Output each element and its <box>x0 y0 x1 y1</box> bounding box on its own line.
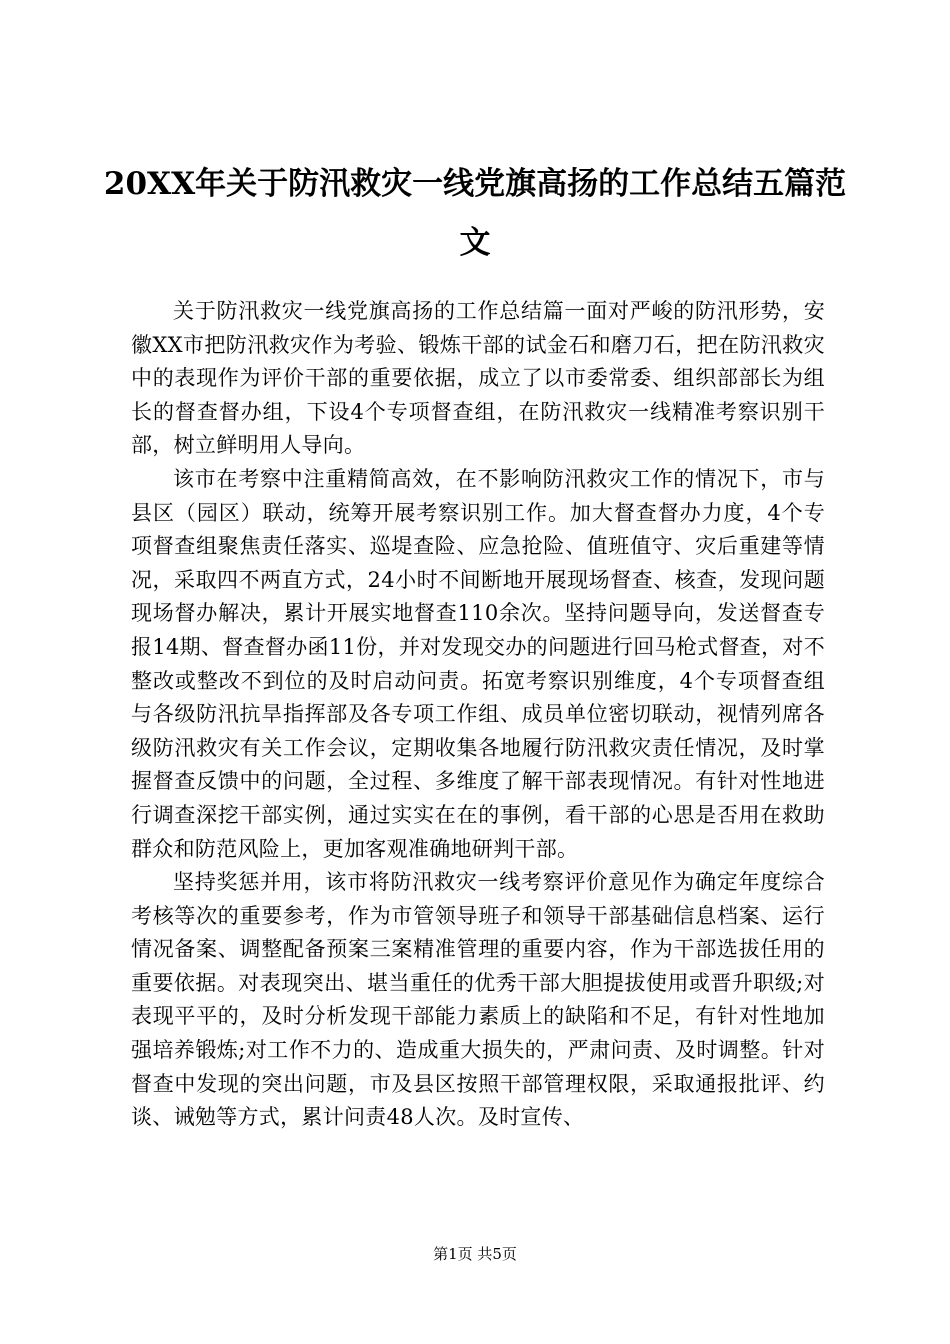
page-number: 第1页 共5页 <box>433 1245 517 1263</box>
paragraph-2: 该市在考察中注重精简高效，在不影响防汛救灾工作的情况下，市与县区（园区）联动，统筹开展考察识别工作。加大督查督办力度，4个专项督查组聚焦责任落实、巡堤查险、应急抢险、值班值守、灾后重建等情况，采取四不两直方式，24小时不间断地开展现场督查、核查，发现问题现场督办解决，累计开展实地督查110余次。坚持问题导向，发送督查专报14期、督查督办函11份，并对发现交办的问题进行回马枪式督查，对不整改或整改不到位的及时启动问责。拓宽考察识别维度，4个专项督查组与各级防汛抗旱指挥部及各专项工作组、成员单位密切联动，视情列席各级防汛救灾有关工作会议，定期收集各地履行防汛救灾责任情况，及时掌握督查反馈中的问题，全过程、多维度了解干部表现情况。有针对性地进行调查深挖干部实例，通过实实在在的事例，看干部的心思是否用在救助群众和防范风险上，更加客观准确地研判干部。 <box>131 466 825 861</box>
paragraph-1: 关于防汛救灾一线党旗高扬的工作总结篇一面对严峻的防汛形势，安徽XX市把防汛救灾作为考验、锻炼干部的试金石和磨刀石，把在防汛救灾中的表现作为评价干部的重要依据，成立了以市委常委、组织部部长为组长的督查督办组，下设4个专项督查组，在防汛救灾一线精准考察识别干部，树立鲜明用人导向。 <box>131 299 825 458</box>
document-body <box>131 295 825 1135</box>
paragraph-3: 坚持奖惩并用，该市将防汛救灾一线考察评价意见作为确定年度综合考核等次的重要参考，作为市管领导班子和领导干部基础信息档案、运行情况备案、调整配备预案三案精准管理的重要内容，作为干部选拔任用的重要依据。对表现突出、堪当重任的优秀干部大胆提拔使用或晋升职级;对表现平平的，及时分析发现干部能力素质上的缺陷和不足，有针对性地加强培养锻炼;对工作不力的、造成重大损失的，严肃问责、及时调整。针对督查中发现的突出问题，市及县区按照干部管理权限，采取通报批评、约谈、诫勉等方式，累计问责48人次。及时宣传、 <box>131 870 825 1130</box>
page-footer <box>0 1244 950 1264</box>
document-title: 20XX年关于防汛救灾一线党旗高扬的工作总结五篇范文 <box>103 166 847 261</box>
